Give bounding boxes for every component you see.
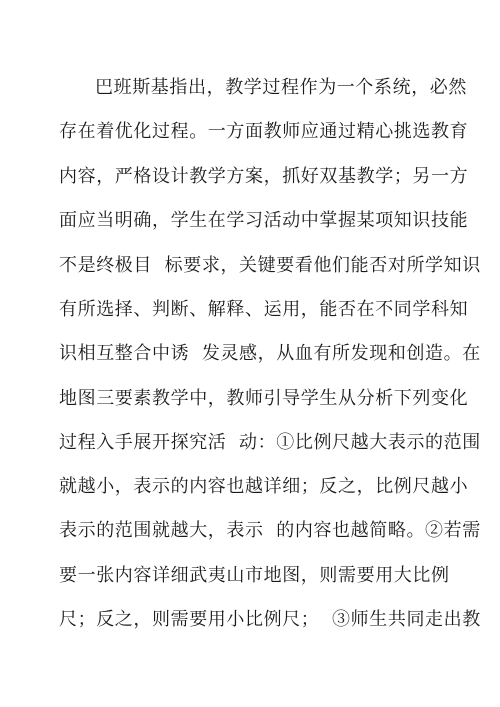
paragraph-line-12: 要一张内容详细武夷山市地图，则需要用大比例 — [59, 565, 450, 586]
paragraph-line-8: 地图三要素教学中，教师引导学生从分析下列变化 — [59, 388, 469, 409]
paragraph-line-5: 不是终极目 标要求，关键要看他们能否对所学知识 — [59, 255, 481, 276]
paragraph-line-2: 存在着优化过程。一方面教师应通过精心挑选教育 — [59, 121, 469, 142]
paragraph-line-3: 内容，严格设计教学方案，抓好双基教学；另一方 — [59, 166, 469, 187]
paragraph-line-10: 就越小，表示的内容也越详细；反之，比例尺越小 — [59, 476, 469, 497]
paragraph-line-4: 面应当明确，学生在学习活动中掌握某项知识技能 — [59, 210, 469, 231]
paragraph-line-6: 有所选择、判断、解释、运用，能否在不同学科知 — [59, 299, 469, 320]
paragraph-line-11: 表示的范围就越大，表示 的内容也越简略。②若需 — [59, 520, 481, 541]
paragraph-line-7: 识相互整合中诱 发灵感，从血有所发现和创造。在 — [59, 343, 481, 364]
paragraph-line-13: 尺；反之，则需要用小比例尺； ③师生共同走出教 — [59, 609, 481, 630]
paragraph-line-1: 巴班斯基指出，教学过程作为一个系统，必然 — [95, 77, 467, 98]
paragraph-line-9: 过程入手展开探究活 动：①比例尺越大表示的范围 — [59, 432, 481, 453]
